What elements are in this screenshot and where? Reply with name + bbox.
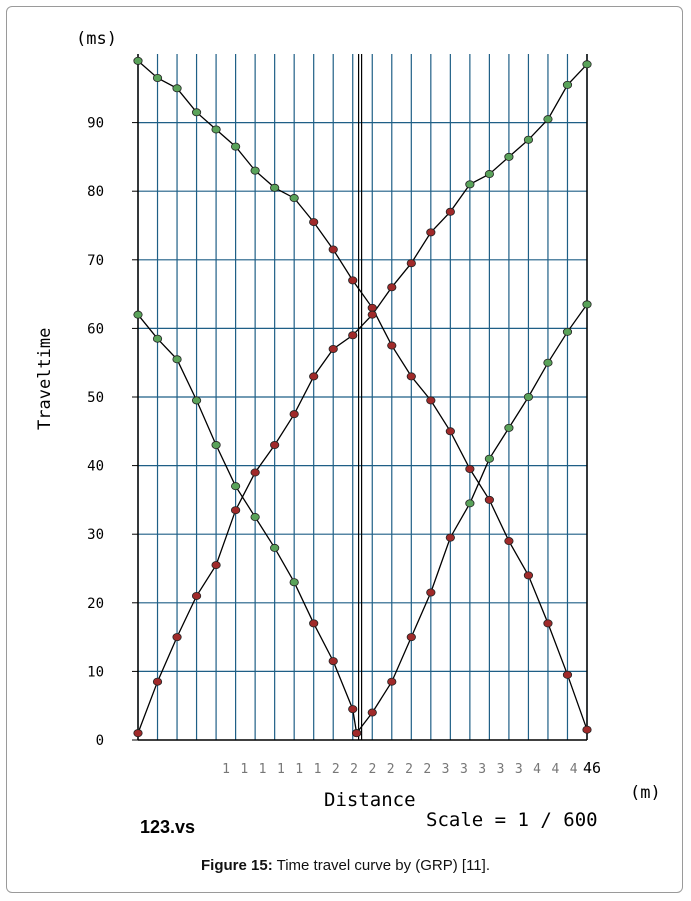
data-point bbox=[153, 335, 161, 342]
y-tick-label: 0 bbox=[95, 733, 104, 749]
data-point bbox=[212, 441, 220, 448]
x-tick-label: 2 bbox=[423, 762, 432, 777]
data-point bbox=[231, 483, 239, 490]
data-point bbox=[583, 726, 591, 733]
data-point bbox=[524, 136, 532, 143]
data-point bbox=[251, 167, 259, 174]
y-tick-label: 20 bbox=[87, 595, 104, 612]
y-tick-label: 50 bbox=[87, 390, 104, 406]
y-tick-label: 30 bbox=[87, 527, 104, 544]
data-point bbox=[134, 57, 142, 64]
data-point bbox=[388, 284, 396, 291]
data-point bbox=[446, 208, 454, 215]
data-point bbox=[505, 153, 513, 160]
data-point bbox=[192, 397, 200, 404]
data-point bbox=[290, 579, 298, 586]
data-point bbox=[329, 658, 337, 665]
x-tick-label: 2 bbox=[405, 762, 413, 777]
data-point bbox=[270, 441, 278, 448]
data-point bbox=[212, 126, 220, 133]
data-point bbox=[407, 634, 415, 641]
x-tick-label: 1 bbox=[295, 762, 304, 777]
x-tick-label: 4 bbox=[569, 762, 578, 777]
data-point bbox=[505, 537, 513, 544]
data-point bbox=[192, 109, 200, 116]
data-point bbox=[309, 620, 317, 627]
x-tick-label: 3 bbox=[478, 762, 487, 777]
data-point bbox=[524, 572, 532, 579]
data-point bbox=[134, 311, 142, 318]
data-point bbox=[153, 74, 161, 81]
data-point bbox=[173, 356, 181, 363]
data-point bbox=[173, 634, 181, 641]
data-point bbox=[251, 469, 259, 476]
data-point bbox=[427, 229, 435, 236]
data-point bbox=[544, 359, 552, 366]
y-unit-label: (ms) bbox=[76, 29, 117, 49]
data-point bbox=[192, 592, 200, 599]
data-point bbox=[583, 301, 591, 308]
data-point bbox=[251, 513, 259, 520]
x-axis-label: Distance bbox=[324, 789, 416, 811]
data-point bbox=[446, 534, 454, 541]
data-point bbox=[485, 496, 493, 503]
data-point bbox=[563, 671, 571, 678]
data-point bbox=[368, 709, 376, 716]
x-tick-label: 2 bbox=[368, 762, 377, 777]
y-tick-label: 90 bbox=[87, 115, 104, 132]
y-tick-label: 80 bbox=[87, 184, 104, 201]
data-point bbox=[583, 61, 591, 68]
data-point bbox=[134, 730, 142, 737]
data-point bbox=[329, 345, 337, 352]
data-point bbox=[352, 730, 360, 737]
data-point bbox=[544, 620, 552, 627]
data-point bbox=[407, 373, 415, 380]
scale-label: Scale = 1 / 600 bbox=[426, 809, 598, 831]
x-tick-label: 46 bbox=[582, 759, 602, 777]
data-point bbox=[368, 311, 376, 318]
x-tick-label: 4 bbox=[533, 762, 542, 777]
y-tick-label: 10 bbox=[87, 664, 104, 681]
x-tick-label: 2 bbox=[386, 762, 395, 777]
data-point bbox=[427, 397, 435, 404]
data-point bbox=[563, 328, 571, 335]
x-tick-label: 2 bbox=[350, 762, 359, 777]
file-label: 123.vs bbox=[140, 817, 196, 837]
caption-label: Figure 15: bbox=[201, 857, 273, 874]
series-line-4 bbox=[357, 304, 587, 733]
data-point bbox=[466, 465, 474, 472]
y-tick-labels bbox=[87, 116, 104, 749]
data-point bbox=[270, 544, 278, 551]
data-point bbox=[466, 181, 474, 188]
data-point bbox=[407, 260, 415, 267]
x-tick-label: 3 bbox=[496, 762, 505, 777]
data-point bbox=[290, 411, 298, 418]
data-point bbox=[368, 304, 376, 311]
data-point bbox=[231, 507, 239, 514]
x-tick-label: 4 bbox=[551, 762, 560, 777]
figure-caption bbox=[0, 857, 691, 874]
data-point bbox=[349, 706, 357, 713]
y-tick-label: 60 bbox=[87, 321, 104, 338]
x-tick-label: 1 bbox=[222, 762, 230, 777]
series-line-2 bbox=[138, 64, 587, 733]
x-tick-label: 3 bbox=[459, 762, 468, 777]
data-point bbox=[173, 85, 181, 92]
x-tick-labels bbox=[222, 759, 601, 777]
data-point bbox=[309, 218, 317, 225]
data-point bbox=[446, 428, 454, 435]
caption-text: Time travel curve by (GRP) [11]. bbox=[272, 857, 490, 874]
grid bbox=[138, 54, 587, 740]
data-point bbox=[329, 246, 337, 253]
y-axis-label: Traveltime bbox=[35, 327, 55, 430]
data-point bbox=[544, 116, 552, 123]
x-unit-label: (m) bbox=[630, 783, 661, 803]
data-point bbox=[563, 81, 571, 88]
x-tick-label: 3 bbox=[514, 762, 523, 777]
x-tick-label: 1 bbox=[276, 762, 285, 777]
data-point bbox=[349, 277, 357, 284]
data-point bbox=[466, 500, 474, 507]
data-point bbox=[485, 170, 493, 177]
data-point bbox=[270, 184, 278, 191]
data-point bbox=[485, 455, 493, 462]
data-point bbox=[427, 589, 435, 596]
x-tick-label: 2 bbox=[331, 762, 340, 777]
x-tick-label: 1 bbox=[313, 762, 322, 777]
x-tick-label: 3 bbox=[441, 762, 450, 777]
y-tick-label: 40 bbox=[87, 458, 104, 475]
data-point bbox=[231, 143, 239, 150]
data-point bbox=[388, 342, 396, 349]
x-tick-label: 1 bbox=[258, 762, 267, 777]
data-point bbox=[153, 678, 161, 685]
data-point bbox=[524, 393, 532, 400]
series-line-3 bbox=[138, 315, 357, 733]
y-tick-label: 70 bbox=[87, 252, 104, 269]
series-line-1 bbox=[138, 61, 587, 730]
data-point bbox=[349, 332, 357, 339]
data-point bbox=[388, 678, 396, 685]
data-point bbox=[309, 373, 317, 380]
x-tick-label: 1 bbox=[240, 762, 249, 777]
data-point bbox=[212, 561, 220, 568]
data-point bbox=[290, 194, 298, 201]
data-point bbox=[505, 424, 513, 431]
